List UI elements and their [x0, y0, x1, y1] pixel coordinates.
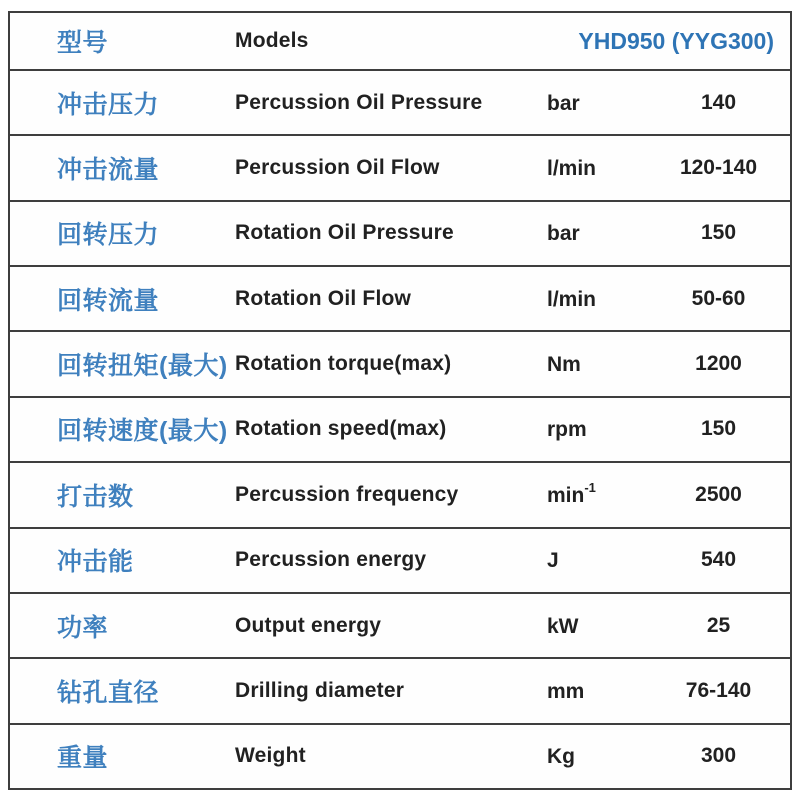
table-row: [10, 265, 790, 330]
row-unit: [547, 351, 647, 377]
row-label-cn: 冲击能: [57, 548, 134, 577]
row-value: 150: [700, 221, 737, 245]
row-unit-base: bar: [547, 222, 580, 246]
row-label-cn: 冲击流量: [57, 156, 160, 185]
row-label-en: Percussion frequency: [235, 482, 459, 506]
spec-table: [8, 11, 792, 790]
row-unit-base: kW: [547, 614, 579, 638]
row-value: 2500: [695, 482, 742, 506]
table-row: [10, 461, 790, 526]
row-unit: [547, 416, 647, 442]
row-label-en: Drilling diameter: [235, 678, 405, 702]
header-label-en: Models: [235, 29, 309, 52]
row-unit-base: Nm: [547, 353, 581, 377]
row-label-en: Output energy: [235, 613, 382, 637]
row-label-en: Percussion Oil Flow: [235, 156, 440, 180]
row-label-cn: 钻孔直径: [57, 678, 160, 707]
row-unit: [547, 90, 647, 116]
row-label-en: Rotation Oil Flow: [235, 286, 412, 310]
row-value: 300: [700, 744, 737, 768]
row-label-cn: 冲击压力: [57, 90, 160, 119]
row-value: 25: [706, 613, 731, 637]
row-unit: [547, 286, 647, 312]
table-row: [10, 134, 790, 199]
row-value: 150: [700, 417, 737, 441]
row-unit: [547, 547, 647, 573]
row-label-en: Weight: [235, 744, 306, 768]
row-label-en: Rotation speed(max): [235, 417, 447, 441]
row-label-cn: 打击数: [57, 482, 134, 511]
row-unit: [547, 613, 647, 639]
row-unit: [547, 155, 647, 181]
row-value: 50-60: [691, 286, 746, 310]
row-unit: [547, 220, 647, 246]
table-row: [10, 200, 790, 265]
header-label-cn: 型号: [57, 29, 109, 57]
row-label-en: Percussion energy: [235, 548, 427, 572]
row-unit-base: Kg: [547, 745, 575, 769]
table-row: [10, 527, 790, 592]
row-unit-base: rpm: [547, 418, 587, 442]
row-value: 120-140: [679, 156, 758, 180]
row-label-cn: 功率: [57, 613, 109, 642]
row-unit-base: min: [547, 483, 585, 507]
row-unit-base: l/min: [547, 287, 597, 311]
table-row: [10, 69, 790, 134]
table-row: [10, 592, 790, 657]
table-row: [10, 396, 790, 461]
row-value: 540: [700, 548, 737, 572]
row-unit-superscript: -1: [584, 479, 596, 495]
row-label-cn: 回转压力: [57, 221, 160, 250]
row-unit-base: mm: [547, 679, 585, 703]
row-unit: [547, 479, 647, 508]
row-unit-base: l/min: [547, 157, 597, 181]
row-label-cn: 重量: [57, 744, 109, 773]
row-unit: [547, 743, 647, 769]
row-value: 1200: [695, 352, 742, 376]
row-label-cn: 回转流量: [57, 286, 160, 315]
row-unit-base: J: [547, 549, 559, 573]
row-unit: [547, 678, 647, 704]
table-header-row: [10, 13, 790, 69]
row-label-en: Rotation torque(max): [235, 352, 452, 376]
row-value: 76-140: [685, 678, 752, 702]
table-row: [10, 723, 790, 788]
row-label-cn: 回转速度(最大): [57, 417, 228, 446]
model-value: YHD950 (YYG300): [578, 27, 774, 54]
table-row: [10, 330, 790, 395]
table-row: [10, 657, 790, 722]
row-unit-base: bar: [547, 91, 580, 115]
row-label-cn: 回转扭矩(最大): [57, 352, 228, 381]
row-value: 140: [700, 90, 737, 114]
row-label-en: Rotation Oil Pressure: [235, 221, 454, 245]
row-label-en: Percussion Oil Pressure: [235, 90, 483, 114]
